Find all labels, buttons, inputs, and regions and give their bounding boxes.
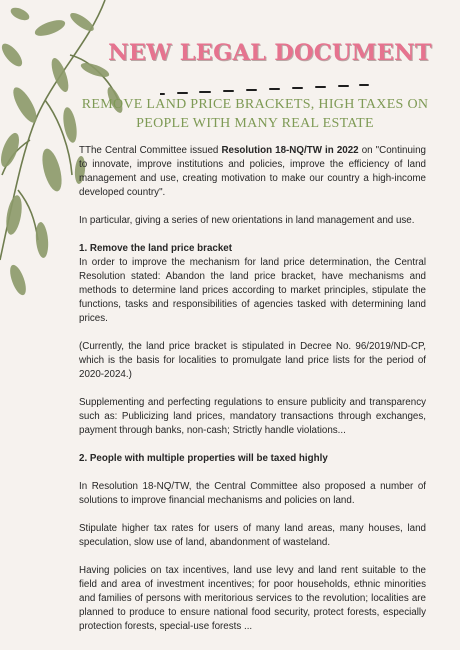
resolution-reference: Resolution 18-NQ/TW in 2022 — [221, 145, 359, 156]
intro-text-end: on "Continuing to innovate, improve institutions and policies, improve the efficiency of land management and use, creating motivation to make our country a high-income developed country". — [79, 145, 426, 198]
section-2-heading: 2. People with multiple properties will be taxed highly — [79, 453, 328, 464]
section-2-paragraph: In Resolution 18-NQ/TW, the Central Committee also proposed a number of solutions to improve financial mechanisms and policies on land. — [79, 481, 426, 506]
section-1-paragraph: In order to improve the mechanism for land price determination, the Central Resolution stated: Abandon the land price bracket, have mechanisms and methods to determine land prices according to market principles, stipulate the functions, tasks and responsibilities of agencies tasked with determining land prices. — [79, 257, 426, 324]
section-1-heading: 1. Remove the land price bracket — [79, 243, 232, 254]
orientations-paragraph: In particular, giving a series of new orientations in land management and use. — [79, 215, 415, 226]
section-1-supplement: Supplementing and perfecting regulations to ensure publicity and transparency such as: Publicizing land prices, mandatory transactions through exchanges, payment through banks, non-cash; Strictly handle violations... — [79, 397, 426, 436]
document-body — [79, 144, 426, 648]
section-2-tax-rates: Stipulate higher tax rates for users of many land areas, many houses, land speculation, slow use of land, abandonment of wasteland. — [79, 523, 426, 548]
section-2-policies: Having policies on tax incentives, land use levy and land rent suitable to the field and area of investment incentives; for poor households, ethnic minorities and families of persons with meritorious services to the revolution; localities are planned to produce to ensure national food security, protect forests, especially protection forests, special-use forests ... — [79, 565, 426, 632]
document-title: NEW LEGAL DOCUMENT — [108, 40, 432, 66]
document-subtitle: REMOVE LAND PRICE BRACKETS, HIGH TAXES ON PEOPLE WITH MANY REAL ESTATE — [81, 97, 429, 131]
section-1-note: (Currently, the land price bracket is stipulated in Decree No. 96/2019/ND-CP, which is the basis for localities to promulgate land price lists for the period of 2020-2024.) — [79, 341, 426, 380]
intro-text-start: TThe Central Committee issued — [79, 145, 222, 156]
intro-paragraph — [79, 144, 426, 200]
